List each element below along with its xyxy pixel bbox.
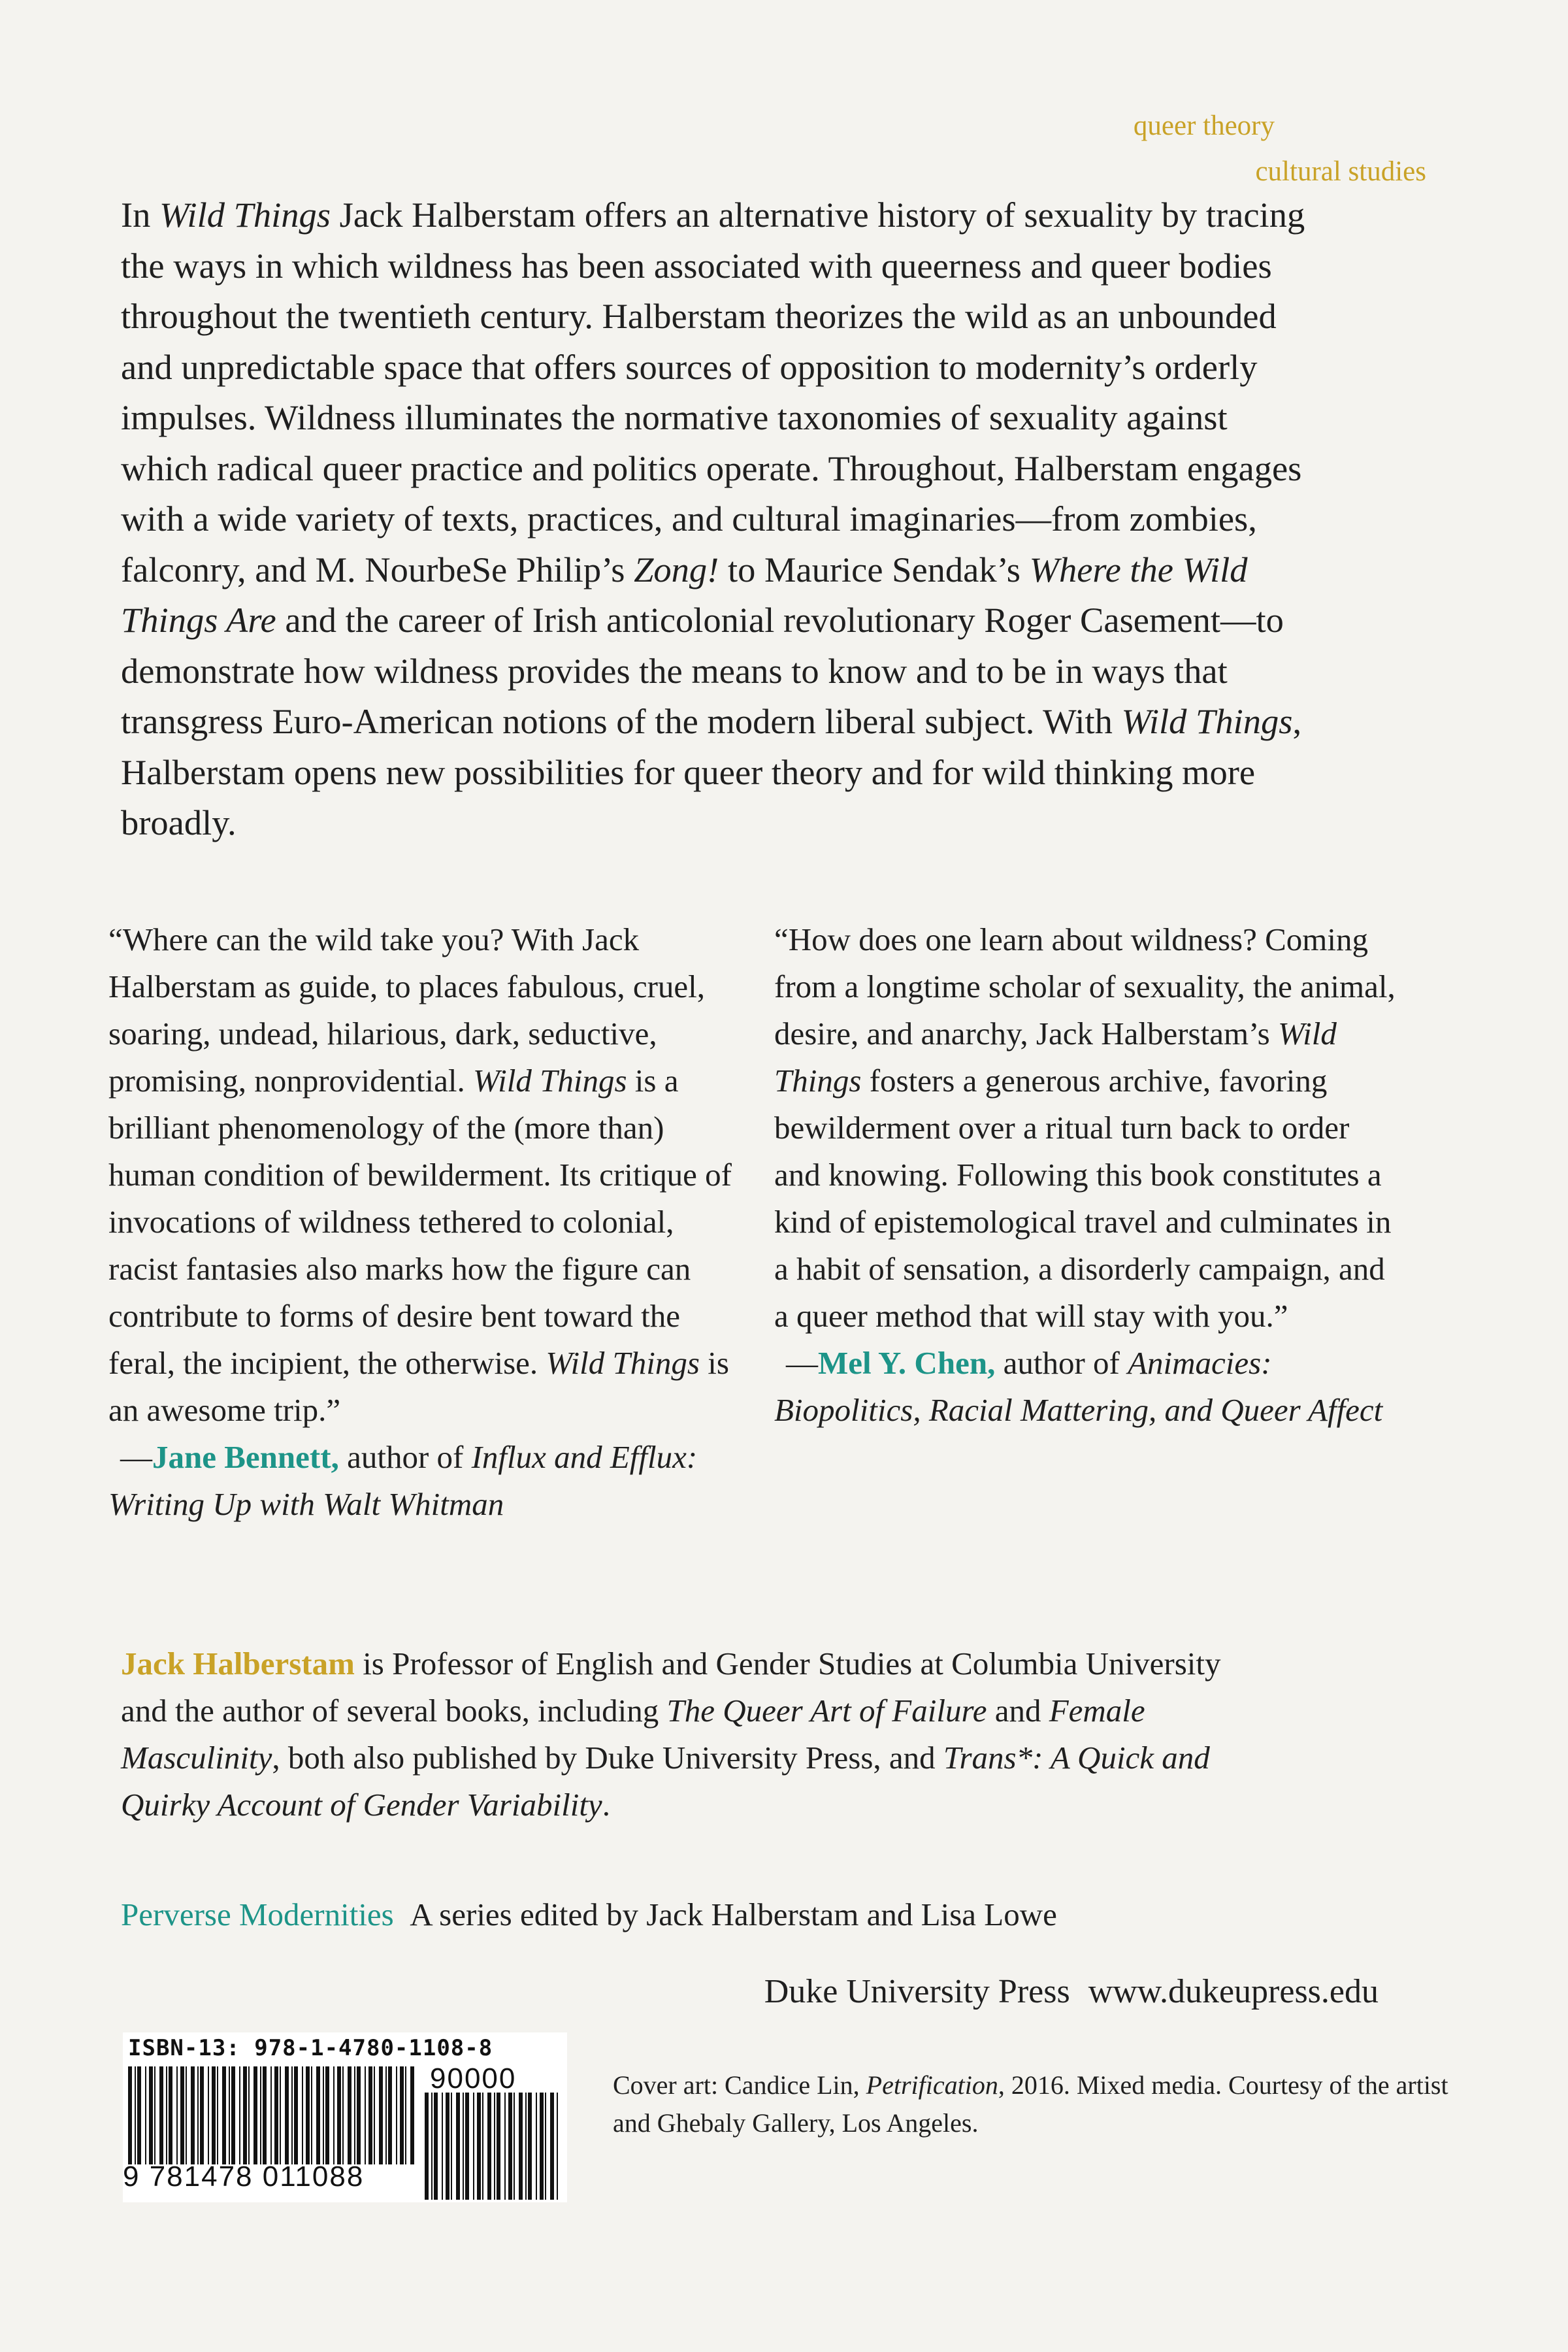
barcode-main-bars	[128, 2066, 417, 2164]
book-description: In Wild Things Jack Halberstam offers an alternative history of sexuality by tracing the ways in which wildness has been associated with queerness and queer bodies throughout the twentieth century. Halberstam theorizes the wild as an unbounded and unpredictable space that offers sources of opposition to modernity’s orderly impulses. Wildness illuminates the normative taxonomies of sexuality against which radical queer practice and politics operate. Throughout, Halberstam engages with a wide variety of texts, practices, and cultural imaginaries—from zombies, falconry, and M. NourbeSe Philip’s Zong! to Maurice Sendak’s Where the Wild Things Are and the career of Irish anticolonial revolutionary Roger Casement—to demonstrate how wildness provides the means to know and to be in ways that transgress Euro-American notions of the modern liberal subject. With Wild Things, Halberstam opens new possibilities for queer theory and for wild thinking more broadly.	[121, 195, 1305, 842]
barcode-bar	[374, 2066, 375, 2164]
barcode-bar	[337, 2066, 341, 2164]
barcode-bar	[528, 2093, 532, 2200]
barcode-bar	[191, 2066, 195, 2164]
barcode-bar	[550, 2093, 554, 2200]
barcode-bar	[280, 2066, 281, 2164]
barcode-bar	[248, 2066, 250, 2164]
barcode-bar	[545, 2093, 546, 2200]
barcode-bar	[540, 2093, 544, 2200]
barcode-addon-digits: 90000	[430, 2062, 517, 2095]
barcode-bar	[166, 2066, 167, 2164]
barcode-bar	[176, 2066, 178, 2164]
author-bio: Jack Halberstam is Professor of English and Gender Studies at Columbia University and the author of several books, including The Queer Art of Failure and Female Masculinity, both also published by Duke University Press, and Trans*: A Quick and Quirky Account of Gender Variability.	[121, 1646, 1221, 1823]
barcode-bar	[497, 2093, 500, 2200]
barcode-bar	[333, 2066, 335, 2164]
barcode-bar	[270, 2066, 272, 2164]
barcode-bar	[434, 2093, 438, 2200]
barcode-bar	[302, 2066, 303, 2164]
barcode-bar	[253, 2066, 257, 2164]
barcode-bar	[323, 2066, 324, 2164]
barcode-bar	[186, 2066, 187, 2164]
barcode-bar	[442, 2093, 443, 2200]
barcode-bar	[451, 2093, 452, 2200]
barcode-bar	[291, 2066, 293, 2164]
barcode-bar	[410, 2066, 414, 2164]
barcode-bar	[180, 2066, 184, 2164]
barcode-bar	[354, 2066, 355, 2164]
blurb-author-work: Influx and Efflux: Writing Up with Walt Whitman	[108, 1439, 698, 1522]
barcode-bar	[316, 2066, 320, 2164]
book-title: Wild Things	[159, 195, 331, 235]
barcode-bar	[311, 2066, 312, 2164]
barcode-bar	[365, 2066, 366, 2164]
barcode-bar	[208, 2066, 209, 2164]
barcode-bar	[229, 2066, 230, 2164]
barcode-bar	[197, 2066, 199, 2164]
barcode-bar	[154, 2066, 155, 2164]
subject-tags	[1134, 103, 1426, 195]
barcode-bar	[285, 2066, 289, 2164]
barcode-bar	[239, 2066, 240, 2164]
barcode-bar	[231, 2066, 235, 2164]
barcode-bar	[222, 2066, 226, 2164]
barcode-bar	[200, 2066, 204, 2164]
barcode-bar	[446, 2093, 449, 2200]
barcode-bar	[385, 2066, 387, 2164]
barcode-bar	[260, 2066, 261, 2164]
barcode-bar	[504, 2093, 506, 2200]
barcode-bar	[487, 2093, 491, 2200]
barcode-bar	[396, 2066, 397, 2164]
barcode-bar	[525, 2093, 527, 2200]
barcode-bar	[514, 2093, 515, 2200]
barcode-bar	[149, 2066, 153, 2164]
barcode-bar	[379, 2066, 383, 2164]
publisher-url: www.dukeupress.edu	[1088, 1973, 1379, 2010]
barcode-bar	[463, 2093, 464, 2200]
barcode-bar	[169, 2066, 172, 2164]
isbn-label: ISBN-13: 978-1-4780-1108-8	[128, 2035, 493, 2061]
barcode-bar	[342, 2066, 344, 2164]
barcode-bar	[400, 2066, 404, 2164]
barcode-bar	[477, 2093, 481, 2200]
barcode-bar	[465, 2093, 469, 2200]
barcode-bar	[368, 2066, 372, 2164]
blurb-author: Jane Bennett,	[152, 1439, 339, 1475]
barcode-bar	[212, 2066, 216, 2164]
barcode-bar	[274, 2066, 278, 2164]
barcode-main-digits: 9 781478 011088	[123, 2161, 365, 2193]
barcode-bar	[357, 2066, 361, 2164]
barcode-bar	[217, 2066, 218, 2164]
isbn-barcode	[123, 2032, 567, 2202]
barcode-bar	[306, 2066, 310, 2164]
subject-tag: queer theory	[1133, 110, 1275, 141]
barcode-bar	[325, 2066, 329, 2164]
blurb-author-work: Animacies: Biopolitics, Racial Mattering, and Queer Affect	[774, 1345, 1383, 1428]
subject-tag: cultural studies	[1255, 156, 1426, 187]
barcode-bar	[159, 2066, 163, 2164]
barcode-bar	[494, 2093, 495, 2200]
barcode-addon-bars	[425, 2093, 562, 2200]
blurb-quote: “How does one learn about wildness? Coming from a longtime scholar of sexuality, the animal, desire, and anarchy, Jack Halberstam’s Wild Things fosters a generous archive, favoring bewilderment over a ritual turn back to order and knowing. Following this book constitutes a kind of epistemological travel and culminates in a habit of sensation, a disorderly campaign, and a queer method that will stay with you.” —Mel Y. Chen, author of Animacies: Biopolitics, Racial Mattering, and Queer Affect	[774, 921, 1396, 1428]
barcode-bar	[473, 2093, 474, 2200]
barcode-bar	[243, 2066, 247, 2164]
barcode-bar	[519, 2093, 523, 2200]
barcode-bar	[294, 2066, 298, 2164]
blurb-quote: “Where can the wild take you? With Jack Halberstam as guide, to places fabulous, cruel, soaring, undead, hilarious, dark, seductive, promising, nonprovidential. Wild Things is a brilliant phenomenology of the (more than) human condition of bewilderment. Its critique of invocations of wildness tethered to colonial, racist fantasies also marks how the figure can contribute to forms of desire bent toward the feral, the incipient, the otherwise. Wild Things is an awesome trip.” —Jane Bennett, author of Influx and Efflux: Writing Up with Walt Whitman	[108, 921, 732, 1522]
blurb-author: Mel Y. Chen,	[818, 1345, 996, 1381]
barcode-bar	[137, 2066, 141, 2164]
barcode-bar	[456, 2093, 460, 2200]
barcode-bar	[135, 2066, 136, 2164]
author-name: Jack Halberstam	[121, 1646, 355, 1681]
barcode-bar	[431, 2093, 433, 2200]
barcode-bar	[405, 2066, 406, 2164]
publisher-line	[764, 1968, 1379, 2015]
cover-art-credit: Cover art: Candice Lin, Petrification, 2016. Mixed media. Courtesy of the artist and Ghebaly Gallery, Los Angeles.	[613, 2070, 1448, 2138]
barcode-bar	[388, 2066, 392, 2164]
barcode-bar	[536, 2093, 537, 2200]
barcode-bar	[128, 2066, 132, 2164]
barcode-bar	[508, 2093, 512, 2200]
barcode-bar	[145, 2066, 146, 2164]
publisher-name: Duke University Press	[764, 1973, 1070, 2010]
barcode-bar	[557, 2093, 558, 2200]
barcode-bar	[425, 2093, 429, 2200]
series-line	[121, 1891, 1297, 1938]
series-editors: A series edited by Jack Halberstam and Lisa Lowe	[410, 1897, 1057, 1932]
barcode-bar	[482, 2093, 483, 2200]
barcode-bar	[263, 2066, 267, 2164]
barcode-bar	[348, 2066, 351, 2164]
series-name: Perverse Modernities	[121, 1897, 394, 1932]
